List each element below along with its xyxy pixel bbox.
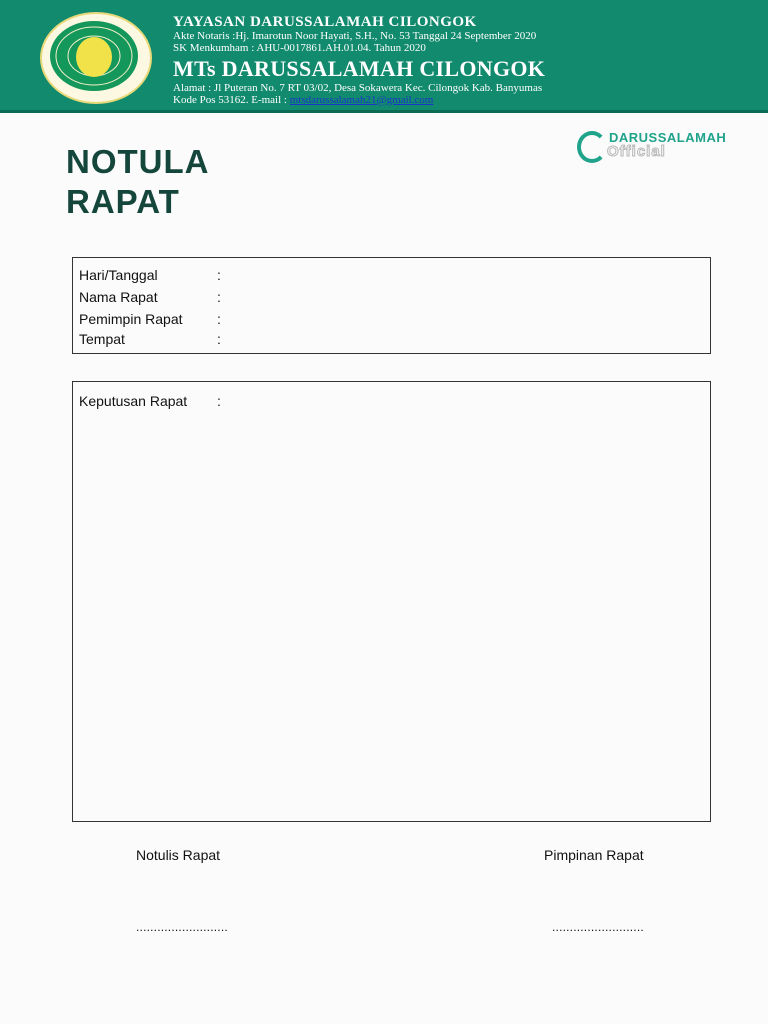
logo-center — [76, 37, 112, 77]
notary-deed: Akte Notaris :Hj. Imarotun Noor Hayati, S.H., No. 53 Tanggal 24 September 2020 — [173, 30, 537, 42]
brand-name: DARUSSALAMAH — [609, 130, 727, 145]
signature-label-notulis: Notulis Rapat — [136, 847, 221, 863]
sk-menkumham: SK Menkumham : AHU-0017861.AH.01.04. Tahun 2020 — [173, 41, 426, 54]
field-label: Nama Rapat — [79, 289, 158, 305]
field-colon: : — [217, 331, 221, 347]
decision-colon: : — [217, 393, 221, 409]
title-line-2: RAPAT — [66, 183, 180, 220]
postal-email-line — [173, 95, 545, 107]
address: Alamat : Jl Puteran No. 7 RT 03/02, Desa Sokawera Kec. Cilongok Kab. Banyumas — [173, 82, 543, 94]
meeting-info-box — [72, 257, 711, 354]
signature-line-pimpinan: .......................... — [552, 920, 644, 934]
field-label: Tempat — [79, 331, 125, 347]
signature-label-pimpinan: Pimpinan Rapat — [544, 847, 644, 863]
brand-sub: Official — [607, 143, 666, 160]
decision-box — [72, 381, 711, 822]
school-logo — [40, 12, 152, 104]
title-line-1: NOTULA — [66, 143, 210, 180]
logo-emblem — [50, 21, 138, 91]
signature-line-notulis: .......................... — [136, 920, 228, 934]
field-colon: : — [217, 289, 221, 305]
letterhead — [0, 0, 768, 113]
email-link[interactable]: mtsdarussalamah21@gmail.com — [289, 93, 434, 106]
field-colon: : — [217, 267, 221, 283]
field-label: Hari/Tanggal — [79, 267, 158, 283]
brand-mark-icon — [577, 131, 607, 163]
field-label: Pemimpin Rapat — [79, 311, 183, 327]
foundation-name: YAYASAN DARUSSALAMAH CILONGOK — [173, 14, 477, 30]
decision-label: Keputusan Rapat — [79, 393, 188, 409]
letterhead-text — [173, 14, 545, 106]
school-name: MTs DARUSSALAMAH CILONGOK — [173, 56, 546, 81]
page-title — [66, 142, 209, 222]
postal-code: Kode Pos 53162. E-mail : — [173, 93, 290, 106]
field-colon: : — [217, 311, 221, 327]
brand-logo — [577, 128, 737, 162]
